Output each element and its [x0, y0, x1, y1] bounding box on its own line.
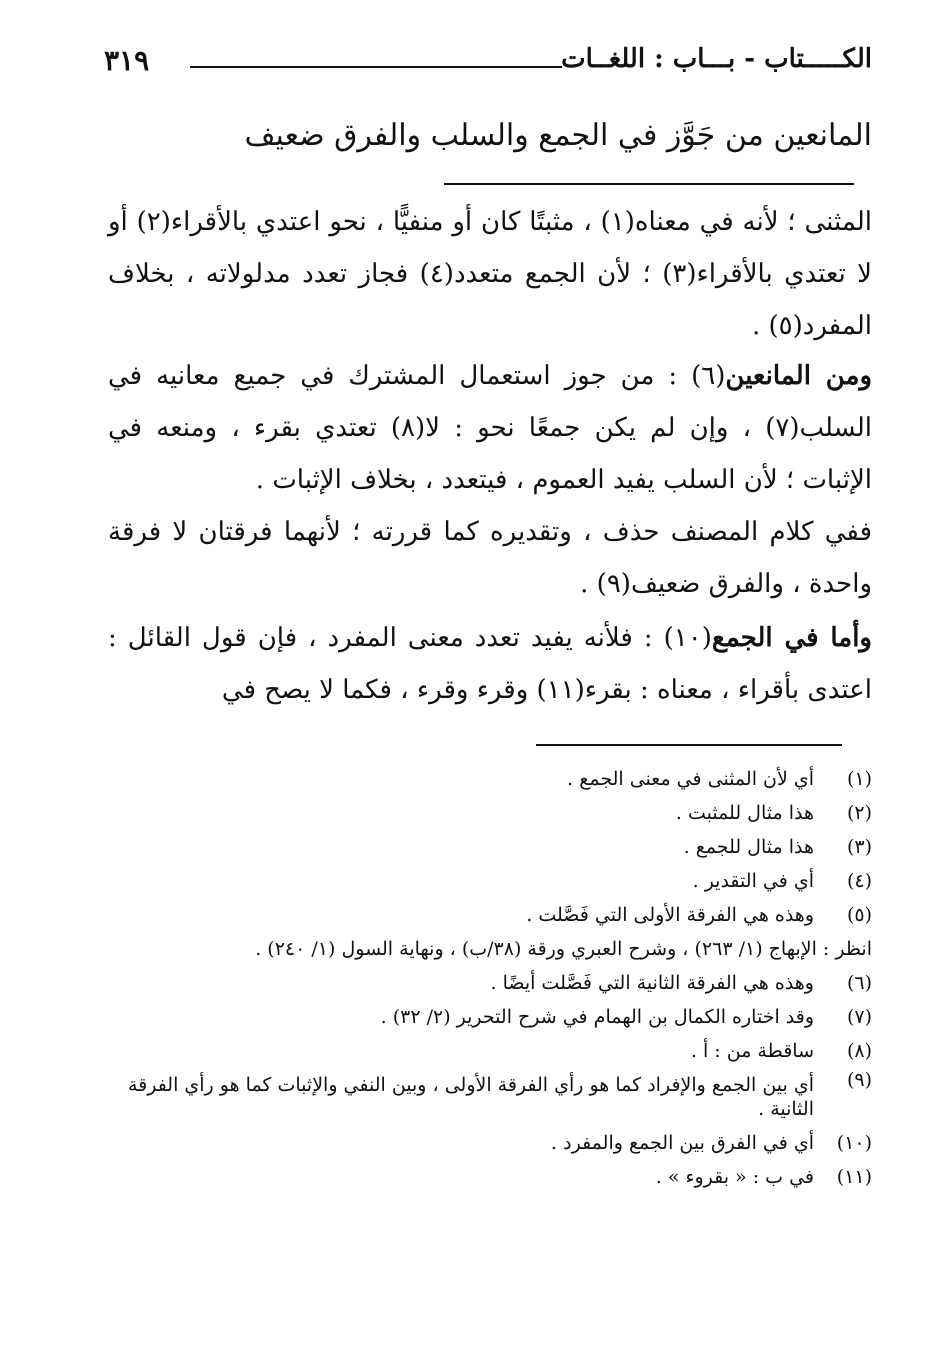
footnote-text: في ب : « بقروء » . [655, 1166, 814, 1188]
footnote-text: وهذه هي الفرقة الثانية التي فَصَّلت أيضًا . [490, 972, 814, 994]
footnote-item [108, 1126, 872, 1160]
footnote-number: (٣) [846, 836, 872, 858]
footnote-continuation [108, 932, 872, 966]
footnote-number: (٦) [846, 972, 872, 994]
footnote-item [108, 1000, 872, 1034]
footnote-number: (٧) [846, 1006, 872, 1028]
footnote-text: أي بين الجمع والإفراد كما هو رأي الفرقة الأولى ، وبين النفي والإثبات كما هو رأي الفرقة الثانية . [127, 1074, 814, 1120]
footnote-list [108, 762, 872, 1194]
footnote-number: (٩) [846, 1069, 872, 1091]
footnote-item [108, 898, 872, 932]
footnote-item [108, 864, 872, 898]
footnote-number: (١٠) [836, 1132, 872, 1154]
footnote-item [108, 796, 872, 830]
header-rule [190, 66, 562, 68]
paragraph-2 [108, 350, 872, 506]
footnote-number: (١١) [836, 1166, 872, 1188]
footnote-number: (٥) [846, 904, 872, 926]
running-header-title: الكـــــتاب - بـــاب : اللغــات [561, 44, 872, 74]
footnote-text: انظر : الإبهاج (١/ ٢٦٣) ، وشرح العبري ورقة (٣٨/ب) ، ونهاية السول (١/ ٢٤٠) . [255, 938, 872, 960]
paragraph-3: ففي كلام المصنف حذف ، وتقديره كما قررته ؛ لأنهما فرقتان لا فرقة واحدة ، والفرق ضعيف(٩) . [108, 517, 872, 599]
paragraph-1: المثنى ؛ لأنه في معناه(١) ، مثبتًا كان أو منفيًّا ، نحو اعتدي بالأقراء(٢) أو لا تعتدي بالأقراء(٣) ؛ لأن الجمع متعدد(٤) فجاز تعدد مدلولاته ، بخلاف المفرد(٥) . [108, 207, 873, 341]
footnote-item [108, 1068, 872, 1126]
footnote-text: وقد اختاره الكمال بن الهمام في شرح التحرير (٢/ ٣٢) . [380, 1006, 814, 1028]
footnote-item [108, 830, 872, 864]
paragraph-4-lead: وأما في الجمع [711, 623, 872, 653]
footnote-number: (٨) [846, 1040, 872, 1062]
footnote-text: أي في الفرق بين الجمع والمفرد . [551, 1132, 814, 1154]
footnote-number: (٤) [846, 870, 872, 892]
footnote-number: (١) [846, 768, 872, 790]
footnote-text: أي في التقدير . [692, 870, 814, 892]
footnote-text: هذا مثال للمثبت . [675, 802, 814, 824]
page-number: ٣١٩ [104, 44, 150, 77]
paragraph-4 [108, 612, 872, 716]
footnote-text: أي لأن المثنى في معنى الجمع . [567, 768, 814, 790]
footnote-text: هذا مثال للجمع . [683, 836, 814, 858]
footnote-text: ساقطة من : أ . [690, 1040, 814, 1062]
paragraph-4-text: (١٠) : فلأنه يفيد تعدد معنى المفرد ، فإن قول القائل : اعتدى بأقراء ، معناه : بقرء(١١) وقرء وقرء ، فكما لا يصح في [108, 623, 872, 705]
footnote-item [108, 1034, 872, 1068]
footnote-item [108, 1160, 872, 1194]
section-title-rule [444, 183, 854, 185]
footnote-text: وهذه هي الفرقة الأولى التي فَصَّلت . [526, 904, 814, 926]
footnote-item [108, 966, 872, 1000]
footnote-number: (٢) [846, 802, 872, 824]
paragraph-2-lead: ومن المانعين [725, 361, 872, 391]
footnote-item [108, 762, 872, 796]
section-title: المانعين من جَوَّز في الجمع والسلب والفرق ضعيف [244, 118, 872, 153]
paragraph-2-text: (٦) : من جوز استعمال المشترك في جميع معانيه في السلب(٧) ، وإن لم يكن جمعًا نحو : لا(٨) تعتدي بقرء ، ومنعه في الإثبات ؛ لأن السلب يفيد العموم ، فيتعدد ، بخلاف الإثبات . [108, 361, 872, 495]
footnote-separator [536, 744, 842, 746]
